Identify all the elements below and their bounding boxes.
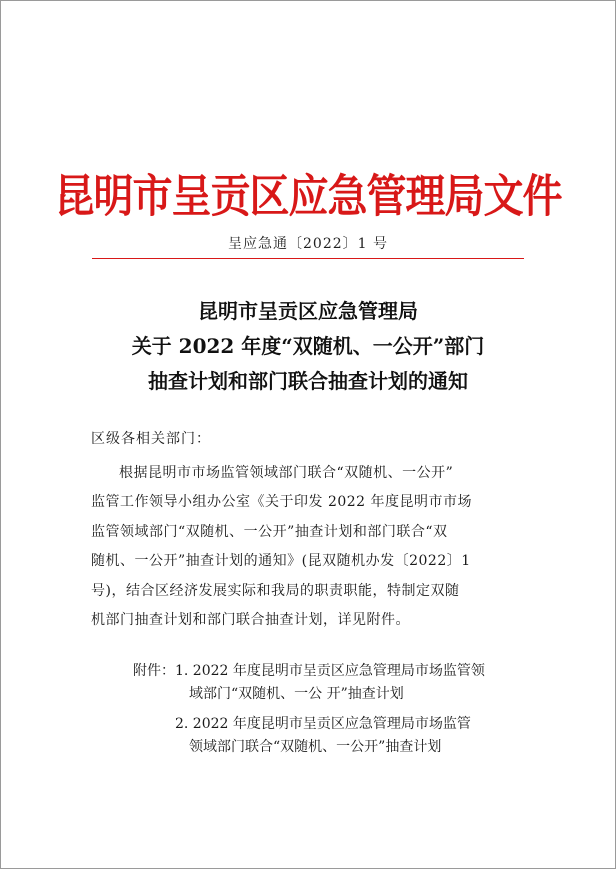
- attachment-1-line-2: 域部门“双随机、一公 开”抽查计划: [189, 686, 404, 702]
- red-divider-line: [92, 258, 524, 259]
- body-line-4: 随机、一公开”抽查计划的通知》(昆双随机办发〔2022〕1: [91, 553, 471, 570]
- attachments-label: 附件：: [133, 663, 175, 679]
- notice-title-line-2: 关于 2022 年度“双随机、一公开”部门: [131, 334, 485, 358]
- notice-title: [0, 294, 616, 399]
- notice-title-line-1: 昆明市呈贡区应急管理局: [198, 299, 418, 323]
- body-line-6: 机部门抽查计划和部门联合抽查计划，详见附件。: [91, 611, 410, 628]
- body-line-3: 监管领域部门“双随机、一公开”抽查计划和部门联合“双: [91, 523, 448, 540]
- body-line-5: 号)，结合区经济发展实际和我局的职责职能，特制定双随: [91, 582, 460, 599]
- notice-title-line-3: 抽查计划和部门联合抽查计划的通知: [148, 369, 468, 393]
- body-paragraph: [91, 459, 531, 635]
- addressee: 区级各相关部门：: [91, 431, 211, 447]
- body-line-1: 根据昆明市市场监管领域部门联合“双随机、一公开”: [119, 465, 454, 481]
- attachment-2-line-2: 领域部门联合“双随机、一公开”抽查计划: [189, 739, 442, 755]
- attachment-1-line-1: 1. 2022 年度昆明市呈贡区应急管理局市场监管领: [175, 663, 485, 679]
- body-line-2: 监管工作领导小组办公室《关于印发 2022 年度昆明市市场: [91, 494, 473, 511]
- attachment-2-line-1: 2. 2022 年度昆明市呈贡区应急管理局市场监管: [175, 716, 471, 732]
- document-header-title: 昆明市呈贡区应急管理局文件: [54, 170, 562, 223]
- document-number: 呈应急通〔2022〕1 号: [228, 236, 388, 252]
